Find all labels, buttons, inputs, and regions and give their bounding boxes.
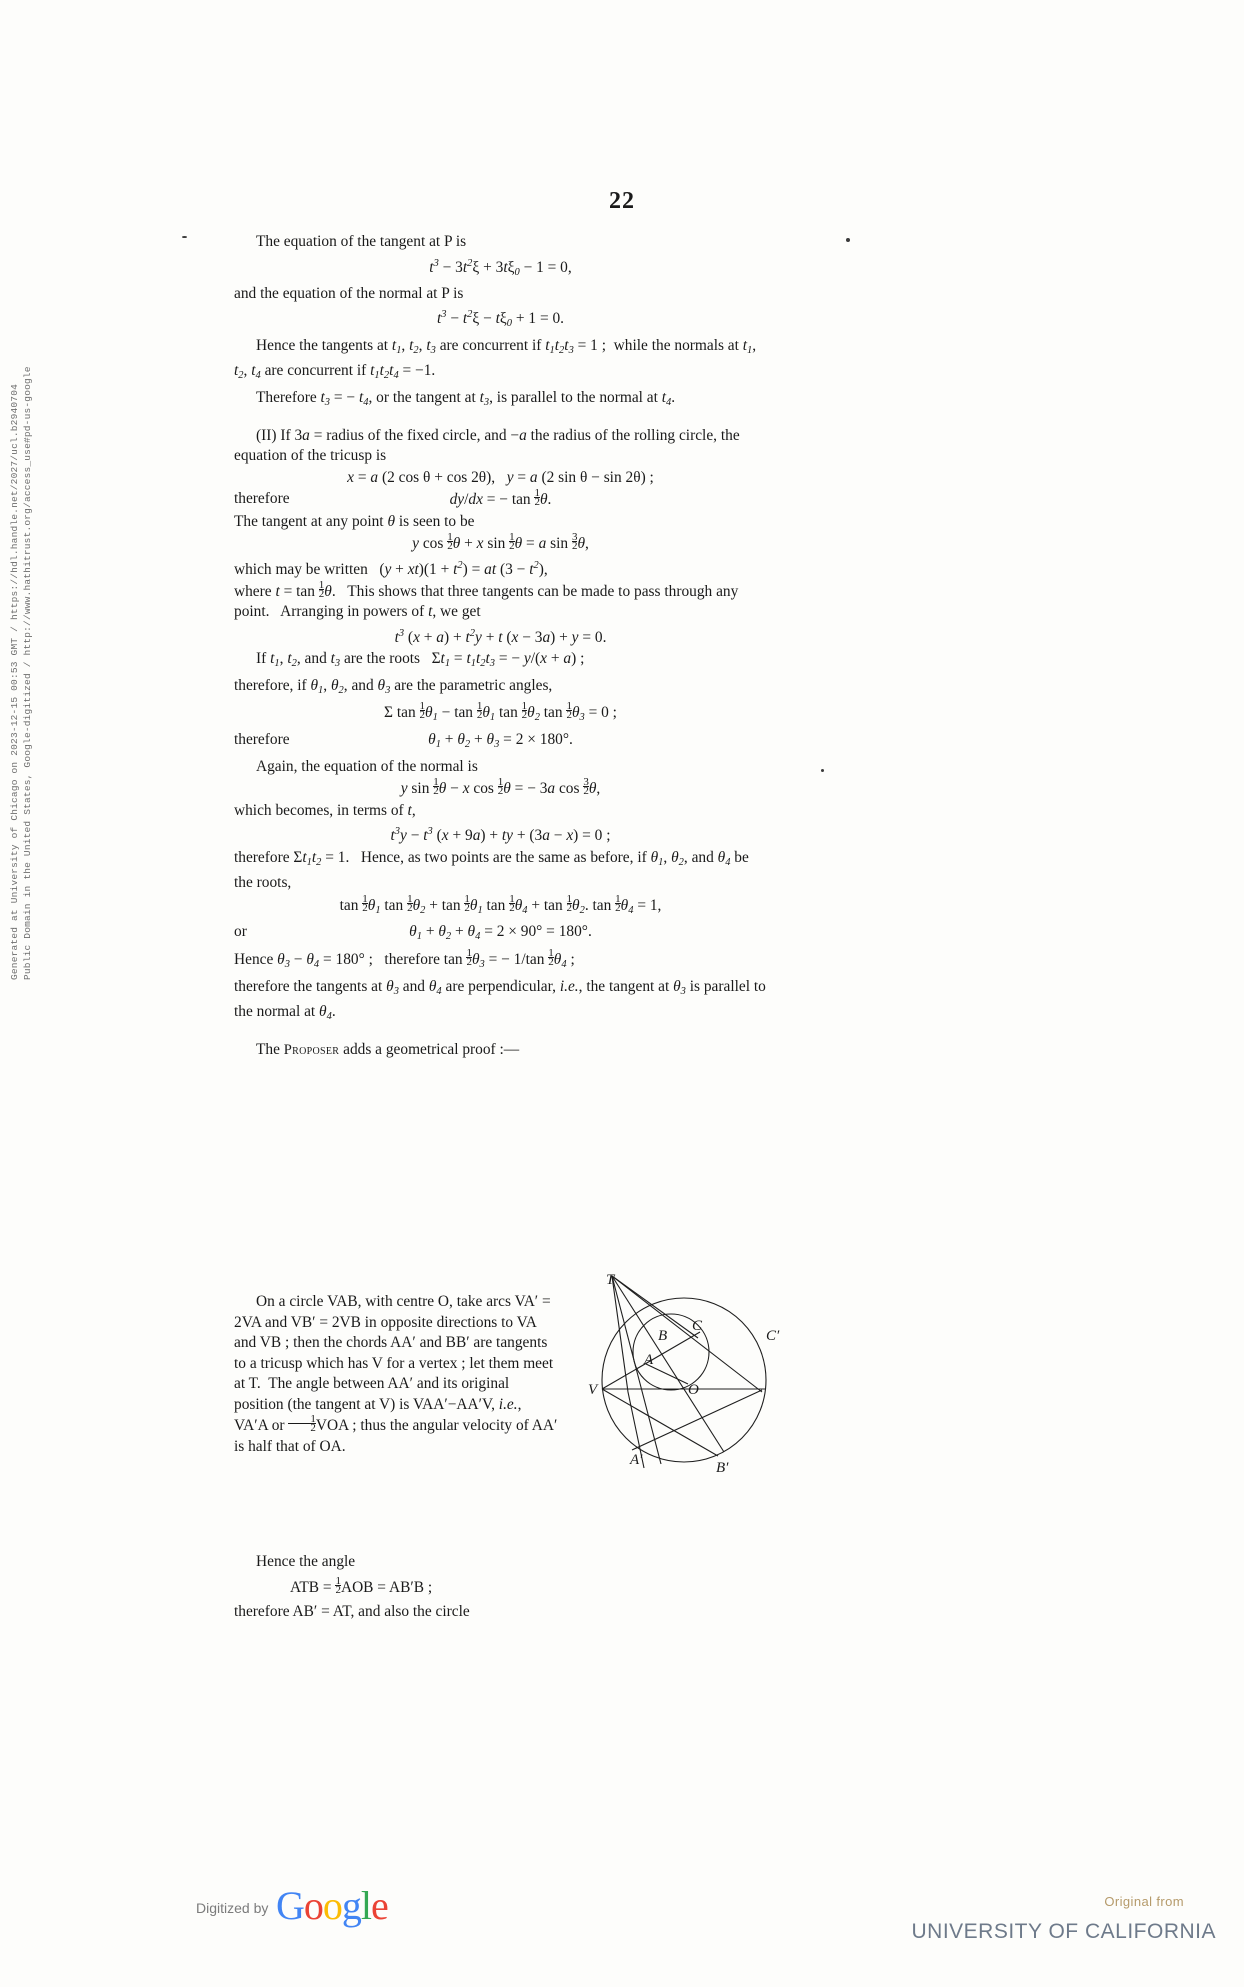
proposer-prefix: The — [256, 1040, 284, 1058]
figure-label-O: O — [688, 1382, 699, 1398]
paragraph-sum-products: therefore $\Sigma t_1t_2 = 1$. Hence, as two points are the same as before, if $\theta_1$, $\theta_2$, and $\theta_4$ be the roots, — [234, 848, 749, 892]
figure-label-T: T — [606, 1272, 615, 1288]
paragraph-in-terms-of-t: which becomes, in terms of t, — [234, 801, 416, 819]
page-number: 22 — [609, 188, 635, 214]
equation-tan-products: tan $\frac{1}{2}$ $\theta_1$ tan $\frac{1}{2}$ $\theta_2 + \tan$ $\frac{1}{2}$ $\theta_1$ tan $\frac{1}{2}$ $\theta_4 + \tan$ $\frac{1}{2}$ $\theta_2$. tan $\frac{1}{2}$ $\theta_4 = 1$, — [339, 892, 662, 916]
equation-angle-sum-label: therefore — [234, 731, 290, 749]
paragraph-tangent-intro: The equation of the tangent at P is — [256, 233, 467, 250]
proposer-suffix: adds a geometrical proof :— — [339, 1040, 520, 1058]
figure-label-A-prime: A′ — [630, 1452, 643, 1468]
scan-stamp-line-2: Public Domain in the United States, Google-digitized / http://www.hathitrust.org/access_use#pd-us-google — [22, 366, 33, 980]
equation-dydx-row — [234, 489, 767, 511]
equation-angle-sum-2-row — [234, 922, 767, 948]
paragraph-geometric-proof: On a circle VAB, with centre O, take arcs VA′ = 2VA and VB′ = 2VB in opposite directions to VA and VB ; then the chords AA′ and BB′ are tangents to a tricusp which has V for a vertex ; let them meet at T. The angle between AA′ and its original position (the tangent at V) is VAA′−AA′V, i.e., VA′A or $\frac{1}{2}$ VOA ; thus the angular velocity of AA′ is half that of OA. — [234, 1293, 558, 1455]
paragraph-therefore-ab: therefore AB′ = AT, and also the circle — [234, 1603, 470, 1620]
scan-stamp-line-1: Generated at University of Chicago on 2023-12-15 00:53 GMT / https://hdl.handle.net/2027/ucl.b2940704 — [9, 384, 20, 980]
equation-dydx-label: therefore — [234, 490, 290, 508]
paragraph-parallel-result: Therefore $t_3$ = − $t_4$, or the tangent at $t_3$, is parallel to the normal at $t_4$. — [256, 389, 676, 409]
figure-label-B: B — [658, 1328, 668, 1344]
paragraph-case-two: (II) If 3a = radius of the fixed circle, and −a the radius of the rolling circle, the equation of the tricusp is — [234, 426, 740, 465]
equation-dydx: dy/dx = − tan $\frac{1}{2}$ θ. — [449, 487, 552, 509]
paragraph-hence-difference: Hence $\theta_3 - \theta_4 = 180^\circ$ ; therefore tan $\frac{1}{2}$ $\theta_3$ = − 1/tan $\frac{1}{2}$ $\theta_4$ ; — [234, 946, 575, 971]
paragraph-parametric-angles: therefore, if $\theta_1$, $\theta_2$, and $\theta_3$ are the parametric angles, — [234, 676, 553, 696]
equation-angle-sum-row — [234, 730, 767, 756]
library-scan-stamp — [8, 366, 34, 980]
proposer-label: Proposer — [283, 1041, 340, 1058]
institution-label: UNIVERSITY OF CALIFORNIA — [911, 1920, 1216, 1943]
paragraph-tangent-any-point: The tangent at any point θ is seen to be — [234, 512, 475, 530]
scan-speck-right — [846, 238, 850, 242]
figure-label-C-prime: C′ — [766, 1328, 780, 1344]
digitized-by-label: Digitized by — [196, 1900, 269, 1916]
wrapped-text-column — [234, 1292, 558, 1457]
scan-speck-mid — [821, 769, 824, 772]
equation-tangent-polar: y cos $\frac{1}{2}$ θ + x sin $\frac{1}{2}$ θ = a sin $\frac{3}{2}$ θ, — [412, 531, 589, 553]
paragraph-perpendicular-conclusion: therefore the tangents at $\theta_3$ and $\theta_4$ are perpendicular, i.e., the tangent at $\theta_3$ is parallel to the normal at $\theta_4$. — [234, 977, 766, 1023]
equation-angle-sum: $\theta_1 + \theta_2 + \theta_3 = 2 \times 180^\circ$. — [428, 731, 573, 751]
equation-parametric-tricusp: x = a (2 cos θ + cos 2θ), y = a (2 sin θ − sin 2θ) ; — [347, 468, 654, 486]
equation-normal-polar: y sin $\frac{1}{2}$ θ − x cos $\frac{1}{2}$ θ = − 3a cos $\frac{3}{2}$ θ, — [400, 776, 601, 798]
figure-label-C: C — [692, 1318, 703, 1334]
equation-atb: ATB = $\frac{1}{2}$ AOB = AB′B ; — [290, 1574, 433, 1596]
figure-label-B-prime: B′ — [716, 1460, 729, 1476]
figure-label-V: V — [588, 1382, 598, 1398]
figure-label-A: A — [644, 1352, 654, 1368]
paragraph-proposer-note — [234, 1040, 767, 1061]
body-text-column — [234, 232, 767, 1061]
paragraph-may-be-written: which may be written $(y + xt)(1 + t^2)$ = at $(3 - t^2)$, — [234, 559, 548, 578]
paragraph-roots: If $t_1$, $t_2$, and $t_3$ are the roots $\Sigma t_1 = t_1t_2t_3$ = − y/(x + a) ; — [256, 650, 585, 670]
original-from-label: Original from — [1104, 1894, 1184, 1909]
paragraph-three-tangents: where t = tan $\frac{1}{2}$ θ. This shows that three tangents can be made to pass through any point. Arranging in powers of t, we get — [234, 578, 739, 621]
paragraph-normal-intro: and the equation of the normal at P is — [234, 284, 464, 302]
scan-footer — [0, 1876, 1244, 1986]
geometric-figure — [566, 1272, 806, 1502]
paragraph-normal-equation: Again, the equation of the normal is — [256, 757, 478, 775]
equation-sum-tan: Σ tan $\frac{1}{2}$ $\theta_1 - \tan$ $\frac{1}{2}$ $\theta_1$ tan $\frac{1}{2}$ $\theta_2$ tan $\frac{1}{2}$ $\theta_3 = 0$ ; — [384, 700, 617, 724]
closing-text-column — [234, 1552, 767, 1623]
equation-normal-cubic: $t^3 - t^2\xi - t\xi_0 + 1 = 0$. — [436, 309, 565, 330]
equation-powers-of-t: $t^3$ $(x + a) + t^2y + t$ (x − 3a) + y = 0. — [394, 627, 607, 646]
google-logo: Google — [276, 1883, 388, 1928]
paragraph-hence-angle: Hence the angle — [256, 1553, 356, 1570]
equation-tangent-cubic: $t^3 - 3t^2\xi + 3t\xi_0 - 1 = 0$, — [429, 257, 572, 278]
equation-normal-in-t: $t^3y - t^3$ (x + 9a) + ty + (3a − x) = 0 ; — [390, 826, 611, 845]
equation-angle-sum-2: $\theta_1 + \theta_2 + \theta_4 = 2 \times 90^\circ = 180^\circ$. — [409, 923, 592, 943]
scan-speck-left — [182, 236, 187, 238]
paragraph-concurrency: Hence the tangents at $t_1$, $t_2$, $t_3$ are concurrent if $t_1t_2t_3 = 1$ ; while the normals at $t_1$, $t_2$, $t_4$ are concurrent if $t_1t_2t_4 = -1$. — [234, 336, 757, 382]
equation-angle-sum-2-label: or — [234, 923, 247, 941]
